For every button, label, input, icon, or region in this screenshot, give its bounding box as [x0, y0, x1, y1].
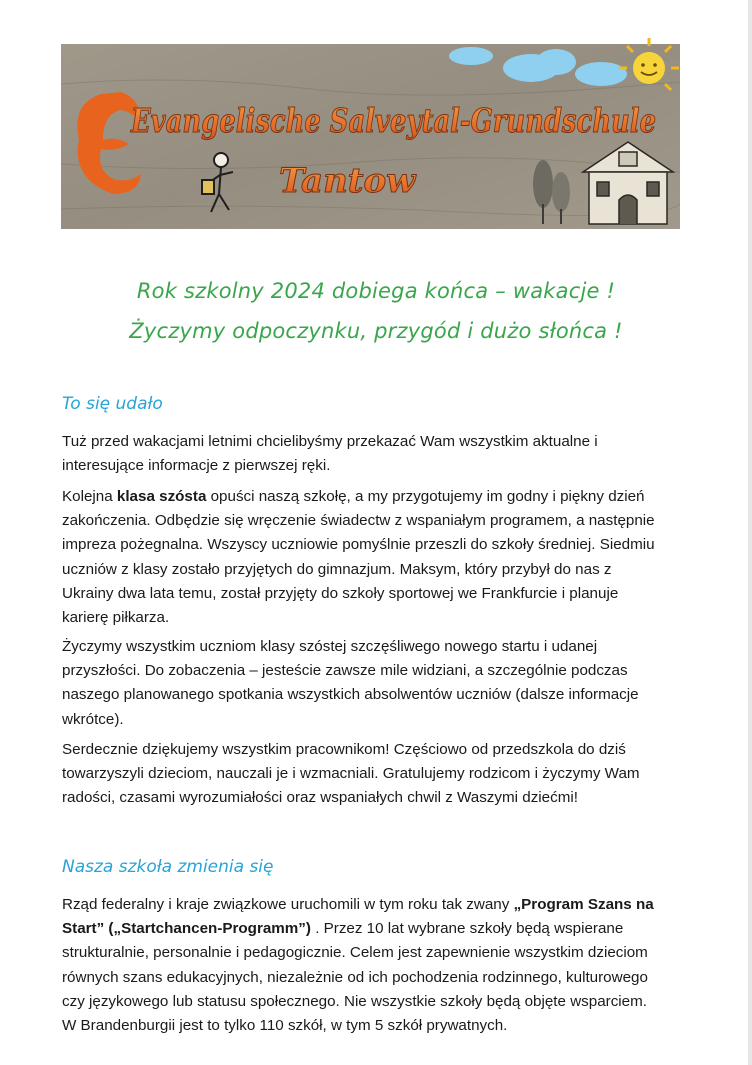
banner-illustration — [61, 44, 680, 229]
text-line: radości, czasami wyrozumiałości oraz wspaniałych chwil z Waszymi dziećmi! — [62, 789, 578, 807]
text-line: wkrótce). — [62, 710, 124, 728]
text-line: Rząd federalny i kraje związkowe uruchomili w tym roku tak zwany „Program Szans na — [62, 896, 654, 913]
text-line: Życzymy wszystkim uczniom klasy szóstej szczęśliwego nowego startu i udanej — [62, 638, 598, 655]
text-line: interesujące informacje z pierwszej ręki. — [62, 457, 331, 475]
section-heading-success: To się udało — [62, 394, 163, 414]
text-line: uczniów z klasy zostało przyjętych do gimnazjum. Maksym, który przybył do nas z — [62, 560, 612, 578]
text-line: naszego planowanego spotkania wszystkich absolwentów uczniów (dalsze informacje — [62, 686, 639, 704]
paragraph-startchancen — [62, 893, 690, 1038]
text-line: zakończenia. Odbędzie się wręczenie świadectw z wspaniałym programem, a następnie — [62, 512, 655, 530]
text-line: czy językowego lub statusu społecznego. Nie wszystkie szkoły będą objęte wsparciem. — [62, 992, 647, 1010]
text-line: Kolejna klasa szósta opuści naszą szkołę, a my przygotujemy im godny i piękny dzień — [62, 488, 645, 505]
text-line: Start” („Startchancen-Programm”) . Przez 10 lat wybrane szkoły będą wspierane — [62, 920, 624, 938]
paragraph-thanks — [62, 738, 690, 811]
section-heading-school-changes: Nasza szkoła zmienia się — [62, 857, 274, 877]
town-name-text: Tantow — [279, 161, 416, 201]
headline-line-2: Życzymy odpoczynku, przygód i dużo słońca ! — [129, 319, 623, 343]
text-line: równych szans edukacyjnych, niezależnie od ich pochodzenia rodzinnego, kulturowego — [62, 968, 648, 986]
paragraph-intro — [62, 430, 690, 478]
headline-line-1: Rok szkolny 2024 dobiega końca – wakacje ! — [136, 279, 616, 303]
text-line: Ukrainy dwa lata temu, został przyjęty do szkoły sportowej we Frankfurcie i planuje — [62, 584, 619, 602]
paragraph-wishes — [62, 635, 690, 732]
text-line: Serdecznie dziękujemy wszystkim pracownikom! Częściowo od przedszkola do dziś — [62, 741, 626, 758]
page-edge — [748, 0, 752, 1065]
text-line: Tuż przed wakacjami letnimi chcielibyśmy przekazać Wam wszystkim aktualne i — [62, 433, 598, 450]
bold-phrase: klasa szósta — [116, 488, 207, 505]
bold-phrase: „Program Szans na — [513, 896, 654, 913]
paragraph-sixth-grade — [62, 485, 690, 630]
text-line: W Brandenburgii jest to tylko 110 szkół, w tym 5 szkół prywatnych. — [62, 1017, 508, 1035]
text-line: karierę piłkarza. — [62, 609, 170, 627]
text-line: towarzyszyli dzieciom, nauczali je i wzmacniali. Gratulujemy rodzicom i życzymy Wam — [62, 765, 640, 783]
school-banner — [61, 44, 680, 229]
school-name-text: Evangelische Salveytal-Grundschule — [130, 101, 657, 140]
text-line: przyszłości. Do zobaczenia – jesteście zawsze mile widziani, a szczególnie podczas — [62, 662, 628, 680]
bold-phrase: Start” („Startchancen-Programm”) — [62, 920, 311, 938]
text-line: impreza pożegnalna. Wszyscy uczniowie pomyślnie przeszli do szkoły średniej. Siedmiu — [62, 536, 655, 554]
text-line: strukturalnie, personalnie i pedagogicznie. Celem jest zapewnienie wszystkim dzieciom — [62, 944, 648, 962]
